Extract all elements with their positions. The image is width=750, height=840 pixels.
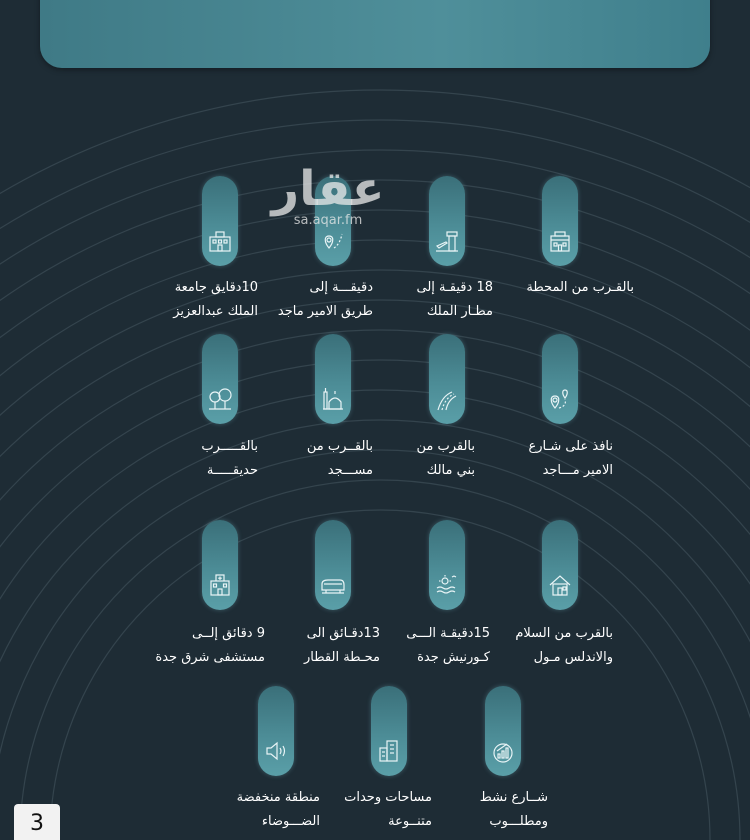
- feature-label: 15دقيقـة الـــى كـورنيش جدة: [406, 626, 490, 665]
- low-noise-speaker-icon: [258, 686, 294, 776]
- feature-label: 13دقـائق الى محـطة القطار: [304, 626, 380, 665]
- feature-label: بالقرب من بني مالك: [416, 439, 475, 478]
- feature-label: نافذ على شـارع الامير مـــاجد: [528, 439, 613, 478]
- feature-label: بالقــرب من مســـجد: [306, 439, 373, 478]
- feature-label: دقيقـــة إلى طريق الامير ماجد: [277, 280, 373, 319]
- house-icon: [542, 520, 578, 610]
- feature-label: بالقرب من السلام والاندلس مـول: [515, 626, 613, 665]
- top-banner: [40, 0, 710, 68]
- hospital-icon: [202, 520, 238, 610]
- feature-label: شــارع نشط ومطلـــوب: [479, 790, 548, 829]
- feature-label: 10دقايق جامعة الملك عبدالعزيز: [173, 280, 258, 319]
- growth-chart-icon: [485, 686, 521, 776]
- feature-label: بالقـرب من المحطة: [526, 280, 634, 295]
- station-building-icon: [542, 176, 578, 266]
- location-route-icon: [542, 334, 578, 424]
- feature-label: 18 دقيقـة إلى مطـار الملك: [416, 280, 493, 319]
- feature-label: منطقة منخفضة الضـــوضاء: [236, 790, 320, 829]
- page-number: 3: [14, 804, 60, 840]
- train-icon: [315, 520, 351, 610]
- buildings-icon: [371, 686, 407, 776]
- park-trees-icon: [202, 334, 238, 424]
- feature-label: مساحات وحدات متنــوعة: [344, 790, 432, 829]
- airport-icon: [429, 176, 465, 266]
- road-icon: [429, 334, 465, 424]
- mosque-icon: [315, 334, 351, 424]
- university-building-icon: [202, 176, 238, 266]
- aqar-watermark: عقار sa.aqar.fm: [271, 161, 385, 228]
- feature-label: 9 دقائق إلــى مستشفى شرق جدة: [155, 626, 265, 665]
- feature-label: بالقـــــرب حديقـــــة: [201, 439, 258, 478]
- corniche-sea-icon: [429, 520, 465, 610]
